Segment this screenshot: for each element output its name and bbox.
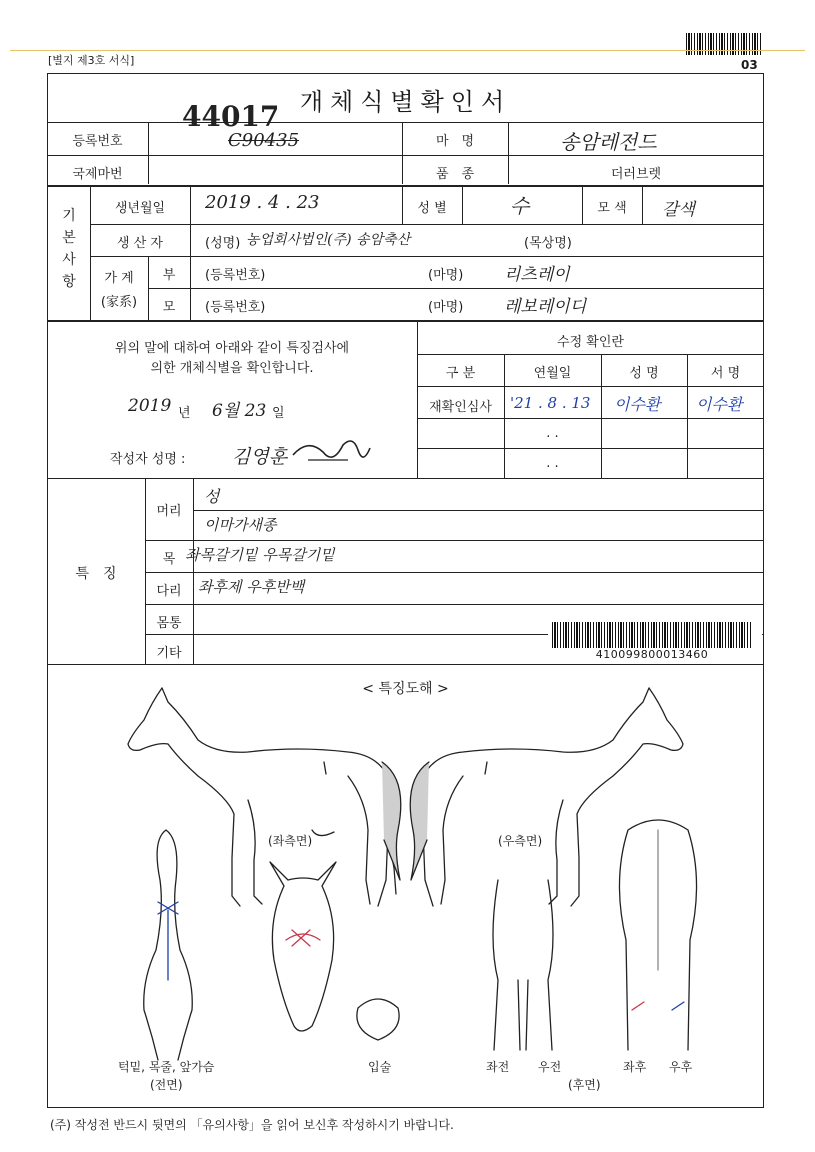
head-value1: 성 — [204, 487, 220, 506]
features-section-label: 특 징 — [75, 566, 117, 582]
producer-name-value: 농업회사법인(주) 송암축산 — [246, 232, 411, 248]
dam-name-value: 레보레이디 — [504, 297, 587, 317]
right-side-label: (우측면) — [498, 834, 543, 848]
horse-head-front — [270, 862, 336, 1031]
form-label: [별지 제3호 서식] — [48, 54, 135, 67]
revision-title: 수정 확인란 — [557, 335, 624, 350]
horse-left-side — [128, 688, 396, 906]
rule — [148, 122, 149, 184]
rev-row3-date: . . — [546, 456, 559, 471]
reg-no-struck: C90435 — [228, 130, 300, 151]
front-caption1: 턱밑, 목줄, 앞가슴 — [118, 1060, 215, 1074]
front-caption2: (전면) — [150, 1078, 183, 1092]
sire-label: 부 — [162, 268, 176, 283]
leg-label: 다리 — [156, 584, 182, 599]
rule — [90, 224, 764, 225]
producer-label: 생 산 자 — [117, 236, 163, 251]
sex-value: 수 — [510, 194, 530, 218]
rule — [47, 185, 764, 187]
producer-name-label: (성명) — [205, 236, 241, 251]
rev-row1-type: 재확인심사 — [429, 400, 492, 415]
horse-name-value: 송암레전드 — [560, 130, 657, 154]
rule — [417, 418, 764, 419]
rev-col-name: 성 명 — [629, 366, 659, 381]
head-label: 머리 — [156, 504, 182, 519]
day-unit: 일 — [272, 406, 285, 421]
birth-label: 생년월일 — [114, 201, 166, 216]
reg-no-label: 등록번호 — [72, 134, 123, 149]
rule — [190, 186, 191, 320]
foreleg-right-label: 우전 — [538, 1060, 562, 1074]
barcode-number: 410099800013460 — [595, 648, 709, 661]
statement-line2: 의한 개체식별을 확인합니다. — [150, 361, 314, 376]
barcode-bars — [552, 622, 752, 648]
top-barcode — [686, 33, 761, 55]
rule — [417, 386, 764, 387]
rule — [417, 448, 764, 449]
dam-label: 모 — [162, 300, 176, 315]
rule — [417, 354, 764, 355]
dam-reg-label: (등록번호) — [205, 300, 266, 315]
muzzle-caption: 입술 — [368, 1060, 392, 1074]
color-value: 갈색 — [662, 200, 695, 220]
color-label: 모 색 — [597, 201, 627, 216]
horse-right-side — [410, 688, 683, 906]
rule — [601, 354, 602, 478]
rule — [47, 478, 764, 479]
confirm-year: 2019 — [128, 396, 172, 416]
dam-name-label: (마명) — [428, 300, 464, 315]
rev-col-sign: 서 명 — [710, 366, 741, 381]
basic-section-text: 기본사항 — [62, 208, 76, 290]
pedigree-label: 가 계 — [104, 271, 134, 286]
rev-col-date: 연월일 — [533, 366, 572, 381]
hindleg-right-label: 우후 — [669, 1060, 693, 1074]
ranch-label: (목상명) — [524, 236, 572, 251]
breed-label: 품 종 — [435, 167, 475, 182]
horse-muzzle — [357, 999, 399, 1040]
diagram-title: < 특징도해 > — [362, 681, 449, 697]
rule — [145, 540, 764, 541]
top-divider — [10, 50, 805, 51]
etc-label: 기타 — [156, 646, 182, 661]
birth-value: 2019 . 4 . 23 — [205, 192, 320, 213]
rule — [642, 186, 643, 224]
rule — [193, 510, 764, 511]
writer-value: 김영훈 — [232, 446, 288, 468]
rule — [145, 572, 764, 573]
rule — [47, 155, 764, 156]
rear-caption: (후면) — [568, 1078, 601, 1092]
head-value2: 이마가새종 — [204, 516, 277, 534]
horse-left-tail — [382, 762, 401, 880]
reg-no-value: 44017 — [182, 100, 280, 133]
left-side-label: (좌측면) — [268, 834, 313, 848]
body-label: 몸통 — [156, 616, 182, 631]
intl-no-label: 국제마번 — [72, 167, 123, 182]
rev-row2-date: . . — [546, 426, 559, 441]
page-number: 03 — [741, 58, 758, 72]
rev-col-type: 구 분 — [445, 366, 476, 381]
rule — [462, 186, 463, 224]
rev-row1-date: '21 . 8 . 13 — [510, 394, 591, 412]
neck-value: 좌목갈기밑 우목갈기밑 — [185, 546, 335, 564]
foreleg-left-label: 좌전 — [486, 1060, 510, 1074]
horse-forelegs-front — [493, 880, 553, 1050]
rule — [145, 604, 764, 605]
rule — [687, 354, 688, 478]
year-unit: 년 — [178, 406, 191, 421]
hindleg-left-label: 좌후 — [623, 1060, 647, 1074]
rule — [47, 320, 764, 322]
rule — [90, 256, 764, 257]
sex-label: 성 별 — [417, 201, 447, 216]
statement-line1: 위의 말에 대하여 아래와 같이 특징검사에 — [114, 341, 350, 356]
footer-note: (주) 작성전 반드시 뒷면의 「유의사항」을 읽어 보신후 작성하시기 바랍니다. — [50, 1118, 454, 1132]
neck-label: 목 — [162, 552, 176, 567]
horse-front-neck — [144, 830, 193, 1060]
confirm-month-day: 6월 23 — [212, 401, 267, 421]
sire-name-label: (마명) — [428, 268, 464, 283]
writer-label: 작성자 성명 : — [110, 452, 186, 467]
pedigree-hanja: (家系) — [100, 295, 138, 310]
breed-value: 더러브렛 — [610, 167, 662, 182]
rev-row1-name: 이수환 — [614, 395, 661, 414]
rev-row1-sign: 이수환 — [696, 395, 743, 414]
rule — [148, 288, 764, 289]
sire-reg-label: (등록번호) — [205, 268, 266, 283]
rule — [47, 122, 764, 123]
horse-name-label: 마 명 — [435, 134, 475, 149]
leg-value: 좌후제 우후반백 — [198, 578, 305, 596]
sire-name-value: 리츠레이 — [504, 265, 570, 285]
page-title: 개체식별확인서 — [299, 88, 512, 116]
basic-section-label — [55, 205, 83, 293]
writer-signature — [288, 430, 378, 475]
rule — [47, 664, 764, 665]
horse-rear — [619, 820, 696, 1050]
horse-diagram — [48, 680, 763, 1100]
